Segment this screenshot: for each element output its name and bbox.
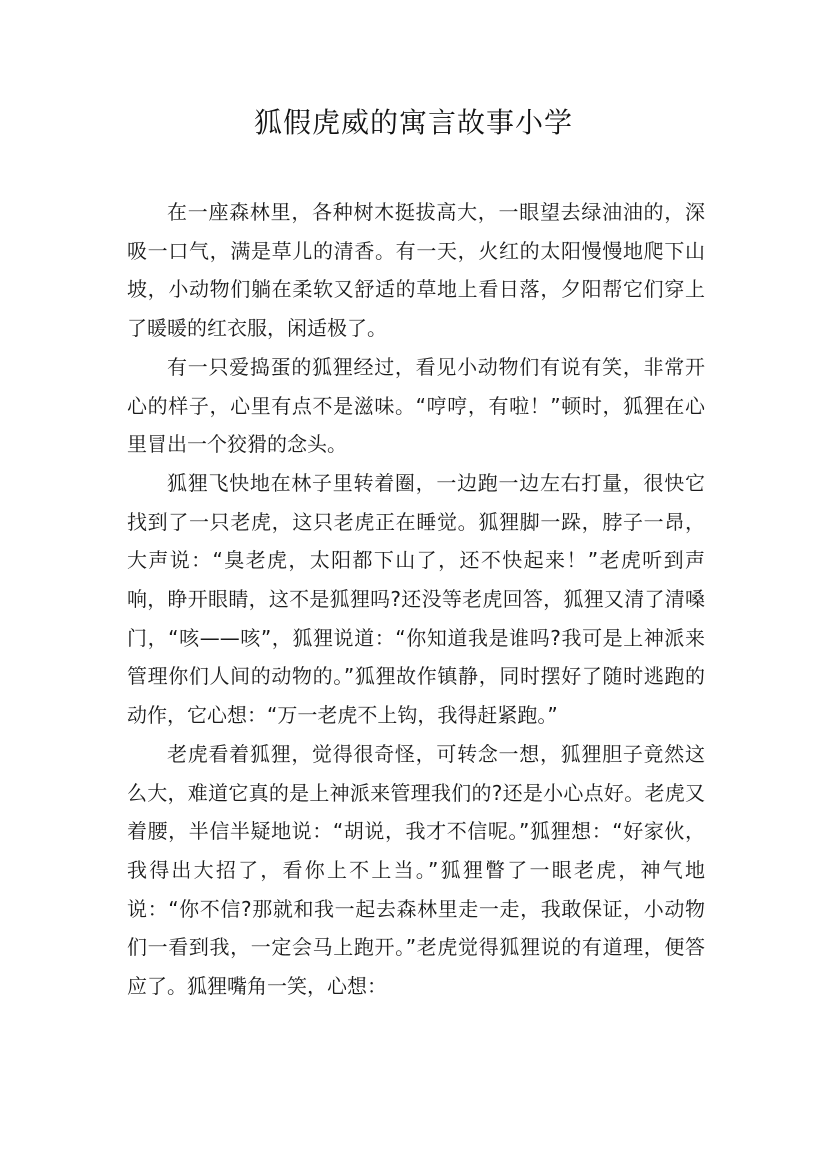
document-title: 狐假虎威的寓言故事小学: [253, 106, 573, 139]
paragraph-2: 有一只爱捣蛋的狐狸经过，看见小动物们有说有笑，非常开心的样子，心里有点不是滋味。“哼哼，有啦！”顿时，狐狸在心里冒出一个狡猾的念头。: [127, 354, 705, 457]
document-body: [127, 193, 705, 1006]
paragraph-3: 狐狸飞快地在林子里转着圈，一边跑一边左右打量，很快它找到了一只老虎，这只老虎正在睡觉。狐狸脚一跺，脖子一昂，大声说：“臭老虎，太阳都下山了，还不快起来！”老虎听到声响，睁开眼睛，这不是狐狸吗?还没等老虎回答，狐狸又清了清嗓门，“咳——咳”，狐狸说道：“你知道我是谁吗?我可是上神派来管理你们人间的动物的。”狐狸故作镇静，同时摆好了随时逃跑的动作，它心想：“万一老虎不上钩，我得赶紧跑。”: [127, 470, 705, 728]
paragraph-4: 老虎看着狐狸，觉得很奇怪，可转念一想，狐狸胆子竟然这么大，难道它真的是上神派来管理我们的?还是小心点好。老虎又着腰，半信半疑地说：“胡说，我才不信呢。”狐狸想：“好家伙，我得出大招了，看你上不上当。”狐狸瞥了一眼老虎，神气地说：“你不信?那就和我一起去森林里走一走，我敢保证，小动物们一看到我，一定会马上跑开。”老虎觉得狐狸说的有道理，便答应了。狐狸嘴角一笑，心想：: [127, 741, 705, 999]
paragraph-1: 在一座森林里，各种树木挺拔高大，一眼望去绿油油的，深吸一口气，满是草儿的清香。有一天，火红的太阳慢慢地爬下山坡，小动物们躺在柔软又舒适的草地上看日落，夕阳帮它们穿上了暖暖的红衣服，闲适极了。: [127, 200, 705, 341]
